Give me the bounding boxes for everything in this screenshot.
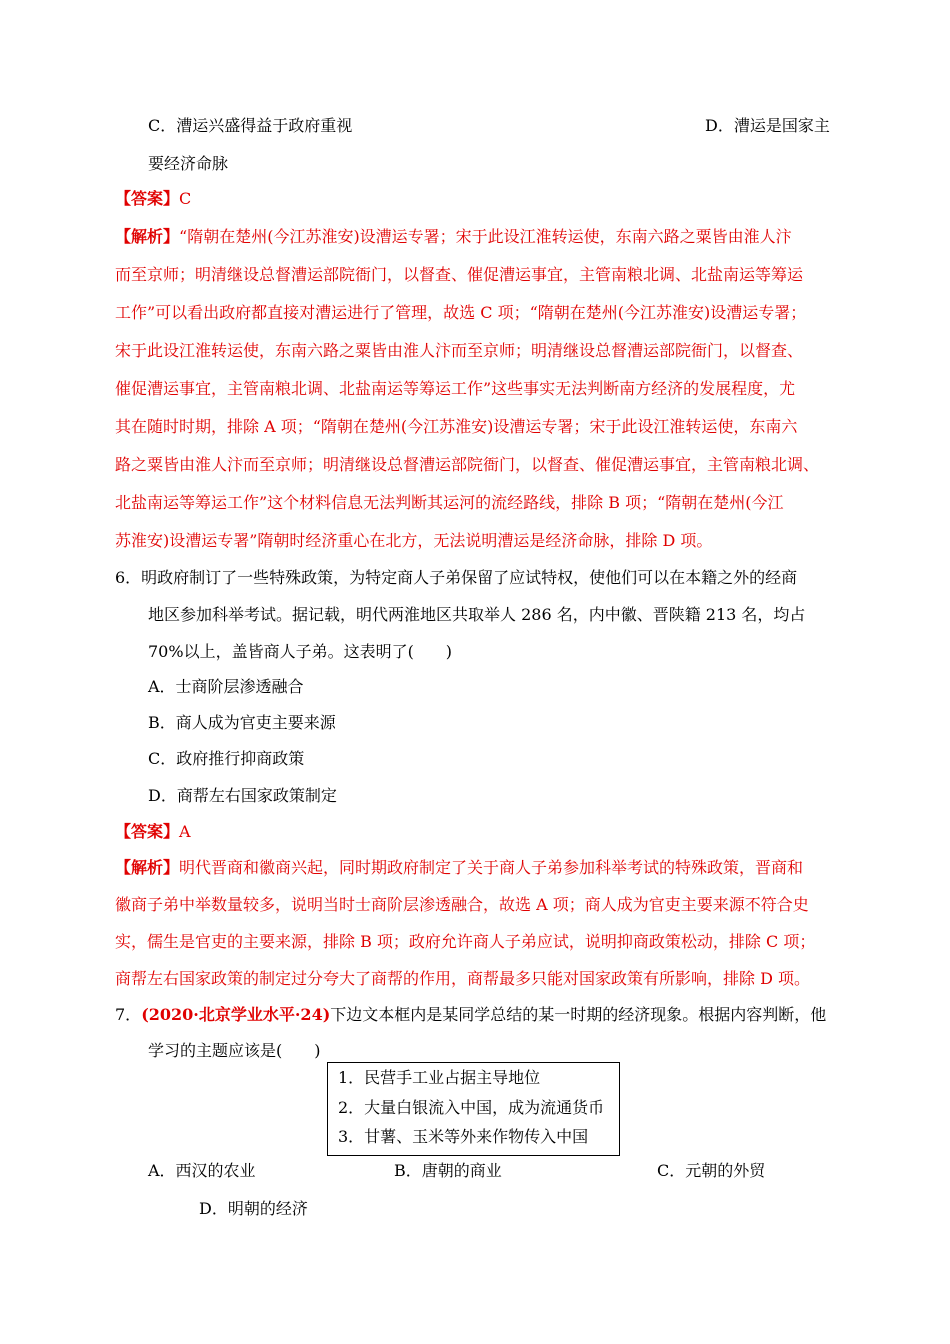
q5-analysis-line-8: 苏淮安)设漕运专署”隋朝时经济重心在北方，无法说明漕运是经济命脉，排除 D 项。	[115, 531, 713, 550]
q6-option-a: A．士商阶层渗透融合	[148, 677, 304, 696]
q7-option-a: A．西汉的农业	[148, 1161, 256, 1180]
q7-box-item-3: 3．甘薯、玉米等外来作物传入中国	[338, 1127, 589, 1146]
q6-answer-value: A	[179, 822, 191, 841]
q7-option-c: C．元朝的外贸	[657, 1161, 766, 1180]
q7-box-item-1: 1．民营手工业占据主导地位	[338, 1068, 541, 1087]
q5-analysis-line-6: 路之粟皆由淮人汴而至京师；明清继设总督漕运部院衙门，以督查、催促漕运事宜，主管南粮北调、	[115, 455, 820, 474]
q6-analysis-label: 【解析】	[115, 858, 180, 877]
q5-option-d-part1: D．漕运是国家主	[705, 116, 830, 135]
q6-analysis-line-3: 商帮左右国家政策的制定过分夸大了商帮的作用，商帮最多只能对国家政策有所影响，排除 D 项。	[115, 969, 811, 988]
q6-stem-line-2: 70%以上，盖皆商人子弟。这表明了( )	[148, 642, 453, 661]
q5-analysis-line-4: 催促漕运事宜，主管南粮北调、北盐南运等筹运工作”这些事实无法判断南方经济的发展程度，尤	[115, 379, 796, 398]
q7-stem-line-0	[115, 1004, 826, 1026]
q5-analysis-line-0: 【解析】“隋朝在楚州(今江苏淮安)设漕运专署；宋于此设江淮转运使，东南六路之粟皆由淮人汴	[115, 227, 792, 246]
q7-box-item-2: 2．大量白银流入中国，成为流通货币	[338, 1098, 605, 1117]
q6-option-c: C．政府推行抑商政策	[148, 749, 305, 768]
q5-analysis-line-2: 工作”可以看出政府都直接对漕运进行了管理，故选 C 项；“隋朝在楚州(今江苏淮安)设漕运专署；	[115, 303, 807, 322]
q5-analysis-line-3: 宋于此设江淮转运使，东南六路之粟皆由淮人汴而至京师；明清继设总督漕运部院衙门，以督查、	[115, 341, 804, 360]
q5-analysis-line-1: 而至京师；明清继设总督漕运部院衙门，以督查、催促漕运事宜，主管南粮北调、北盐南运等筹运	[115, 265, 804, 284]
q6-analysis-line-0: 【解析】明代晋商和徽商兴起，同时期政府制定了关于商人子弟参加科举考试的特殊政策，晋商和	[115, 858, 804, 877]
q5-analysis-line-7: 北盐南运等筹运工作”这个材料信息无法判断其运河的流经路线，排除 B 项；“隋朝在楚州(今江	[115, 493, 784, 512]
q6-analysis-line-2: 实，儒生是官吏的主要来源，排除 B 项；政府允许商人子弟应试，说明抑商政策松动，排除 C 项；	[115, 932, 816, 951]
q5-answer	[115, 188, 191, 210]
q7-stem-part1: 下边文本框内是某同学总结的某一时期的经济现象。根据内容判断，他	[330, 1005, 827, 1024]
q5-answer-value: C	[179, 189, 192, 208]
q7-option-b: B．唐朝的商业	[394, 1161, 502, 1180]
q7-option-d: D．明朝的经济	[199, 1199, 308, 1218]
q5-analysis-label: 【解析】	[115, 227, 180, 246]
q6-answer-label: 【答案】	[115, 822, 180, 841]
q5-option-c: C．漕运兴盛得益于政府重视	[148, 116, 353, 135]
q6-answer	[115, 821, 191, 843]
q7-text-box	[327, 1062, 620, 1156]
q7-stem-line-1: 学习的主题应该是( )	[148, 1041, 321, 1060]
q7-source: (2020·北京学业水平·24)	[141, 1005, 331, 1024]
q6-stem-line-0: 6．明政府制订了一些特殊政策，为特定商人子弟保留了应试特权，使他们可以在本籍之外的经商	[115, 568, 798, 587]
q6-stem-line-1: 地区参加科举考试。据记载，明代两淮地区共取举人 286 名，内中徽、晋陕籍 213 名，均占	[148, 605, 806, 624]
q5-answer-label: 【答案】	[115, 189, 180, 208]
q7-number: 7．	[115, 1005, 142, 1024]
q6-analysis-line-1: 徽商子弟中举数量较多，说明当时士商阶层渗透融合，故选 A 项；商人成为官吏主要来源不符合史	[115, 895, 809, 914]
q5-analysis-line-5: 其在随时时期，排除 A 项；“隋朝在楚州(今江苏淮安)设漕运专署；宋于此设江淮转运使，东南六	[115, 417, 798, 436]
q6-option-b: B．商人成为官吏主要来源	[148, 713, 336, 732]
q5-option-d-part2: 要经济命脉	[148, 154, 229, 173]
q6-option-d: D．商帮左右国家政策制定	[148, 786, 337, 805]
